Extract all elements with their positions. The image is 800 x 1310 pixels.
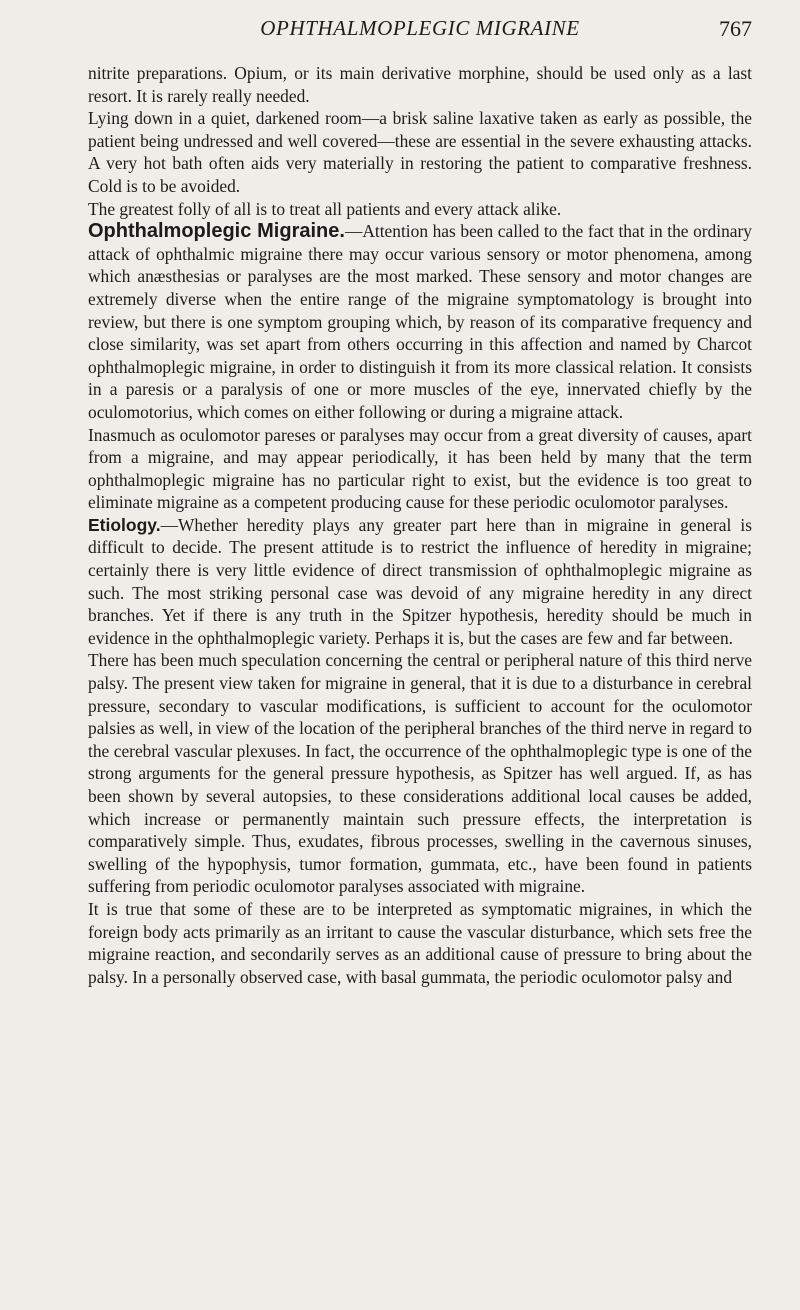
- body-text: [88, 62, 752, 988]
- paragraph-7: There has been much speculation concerning the central or peripheral nature of this third nerve palsy. The present view taken for migraine in general, that it is due to a disturbance in cerebral pressure, secondary to vascular modifications, is sufficient to account for the oculomotor palsies as well, in view of the location of the peripheral branches of the third nerve in regard to the cerebral vascular plexuses. In fact, the occurrence of the ophthalmoplegic type is one of the strong arguments for the general pressure hypothesis, as Spitzer has well argued. If, as has been shown by several autopsies, to these considerations additional local causes be added, which increase or permanently maintain such pressure effects, the interpretation is comparatively simple. Thus, exudates, fibrous processes, swelling in the cavernous sinuses, swelling of the hypophysis, tumor formation, gummata, etc., have been found in patients suffering from periodic oculomotor paralyses associated with migraine.: [88, 650, 752, 897]
- section-heading-etiology: Etiology.: [88, 514, 161, 535]
- paragraph-4-text: —Attention has been called to the fact that in the ordinary attack of ophthalmic migraine there may occur various sensory or motor phenomena, among which anæsthesias or paralyses are the most marked. These sensory and motor changes are extremely diverse when the entire range of the migraine symptomatology is brought into review, but there is one symptom grouping which, by reason of its comparative frequency and close similarity, was set apart from others occurring in this affection and named by Charcot ophthalmoplegic migraine, in order to distinguish it from its more classical relation. It consists in a paresis or a paralysis of one or more muscles of the eye, innervated chiefly by the oculomotorius, which comes on either following or during a migraine attack.: [88, 221, 752, 422]
- paragraph-1: nitrite preparations. Opium, or its main derivative morphine, should be used only as a last resort. It is rarely really needed.: [88, 63, 752, 106]
- paragraph-2: Lying down in a quiet, darkened room—a brisk saline laxative taken as early as possible, the patient being undressed and well covered—these are essential in the severe exhausting attacks. A very hot bath often aids very materially in restoring the patient to comparative freshness. Cold is to be avoided.: [88, 108, 752, 196]
- paragraph-6-text: —Whether heredity plays any greater part here than in migraine in general is difficult to decide. The present attitude is to restrict the influence of heredity in migraine; certainly there is very little evidence of direct transmission of ophthalmoplegic migraine as such. The most striking personal case was devoid of any migraine heredity in any direct branches. Yet if there is any truth in the Spitzer hypothesis, heredity should be much in evidence in the ophthalmoplegic variety. Perhaps it is, but the cases are few and far between.: [88, 514, 752, 648]
- paragraph-8: It is true that some of these are to be interpreted as symptomatic migraines, in which the foreign body acts primarily as an irritant to cause the vascular disturbance, which sets free the migraine reaction, and secondarily serves as an additional cause of pressure to bring about the palsy. In a personally observed case, with basal gummata, the periodic oculomotor palsy and: [88, 898, 752, 987]
- paragraph-5: Inasmuch as oculomotor pareses or paralyses may occur from a great diversity of causes, apart from a migraine, and may appear periodically, it has been held by many that the term ophthalmoplegic migraine has no particular right to exist, but the evidence is too great to eliminate migraine as a competent producing cause for these periodic oculomotor paralyses.: [88, 424, 752, 513]
- paragraph-3: The greatest folly of all is to treat all patients and every attack alike.: [88, 198, 562, 219]
- section-heading-ophthalmoplegic-migraine: Ophthalmoplegic Migraine.: [88, 220, 345, 243]
- paragraph-ophthalmoplegic-migraine: [88, 220, 752, 423]
- running-head: [88, 16, 752, 46]
- running-title: OPHTHALMOPLEGIC MIGRAINE: [260, 16, 580, 40]
- paragraph-etiology: [88, 514, 752, 650]
- page-number: 767: [719, 16, 752, 41]
